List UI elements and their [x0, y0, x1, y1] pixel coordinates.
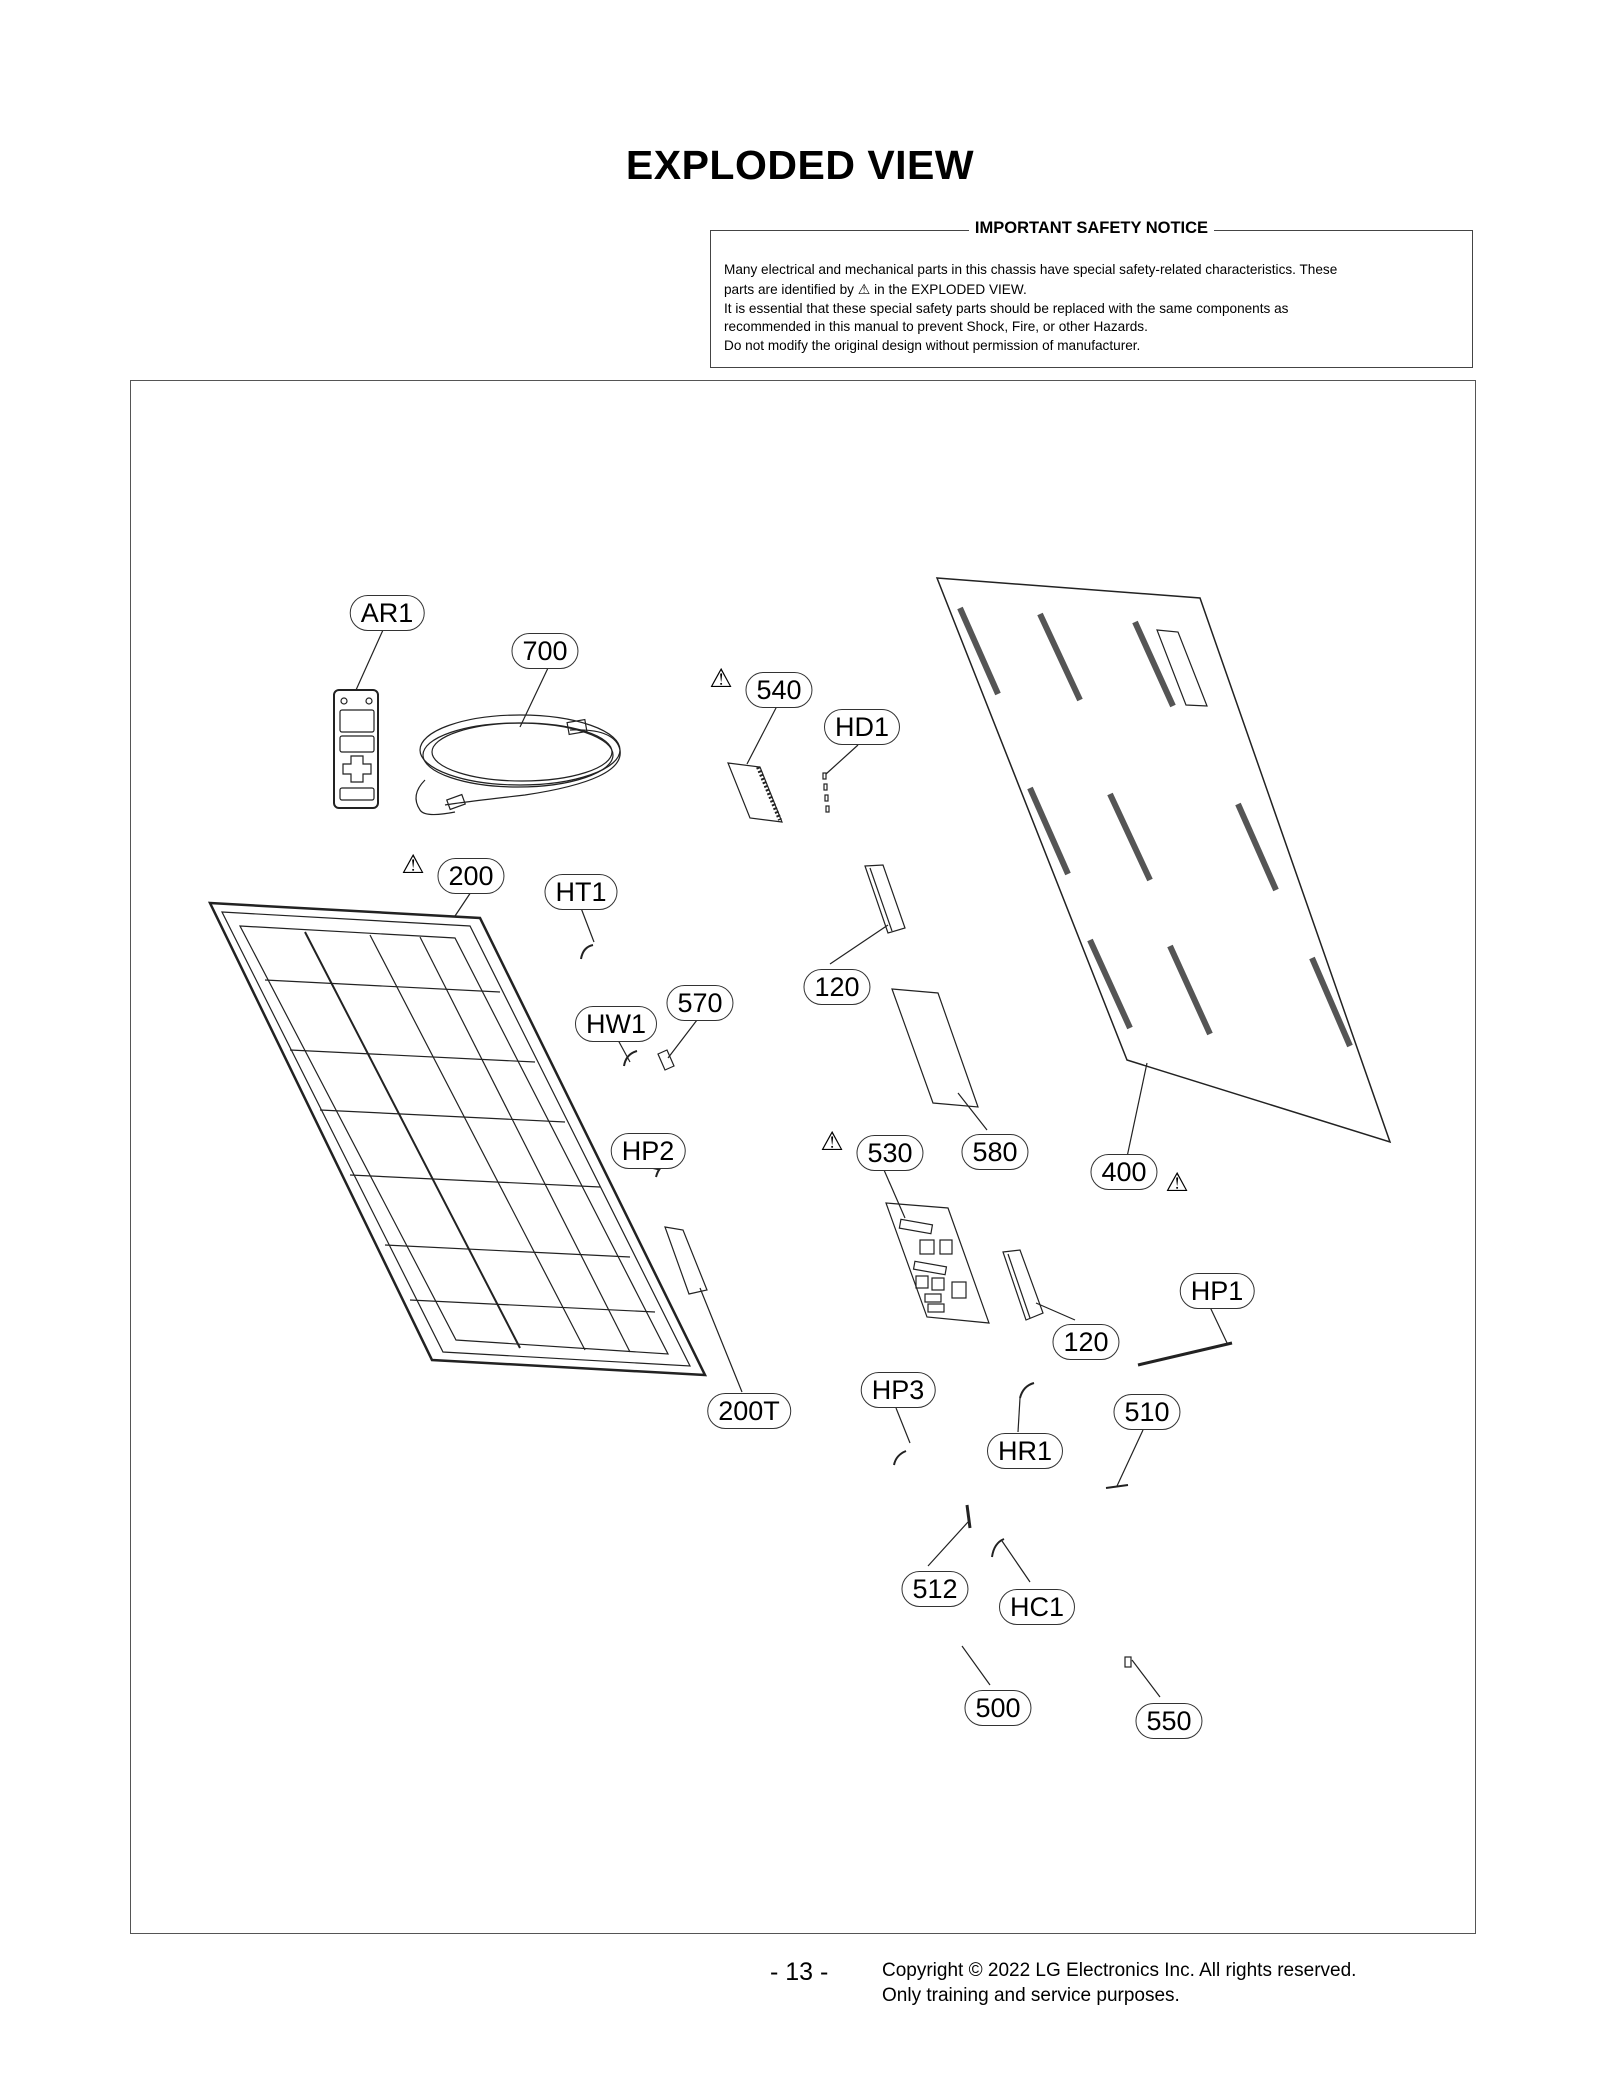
warning-triangle-icon: ⚠ [820, 1126, 844, 1156]
board-570-icon [658, 1020, 697, 1070]
callout-hp1: HP1 [1180, 1273, 1255, 1309]
page-number: - 13 - [770, 1958, 829, 1986]
copyright-notice: Copyright © 2022 LG Electronics Inc. All rights reserved. Only training and service purposes. [882, 1960, 1357, 2006]
speaker-120-icon [830, 865, 905, 964]
speaker-120-lower-icon [1003, 1250, 1075, 1320]
callout-200: 200 [437, 858, 504, 894]
callout-ar1: AR1 [350, 595, 425, 631]
part-510-icon [1106, 1430, 1143, 1488]
callout-500: 500 [964, 1690, 1031, 1726]
warning-triangle-icon: ⚠ [1165, 1167, 1189, 1197]
callout-hp2: HP2 [611, 1133, 686, 1169]
notice-line-1: Many electrical and mechanical parts in this chassis have special safety-related characteristics. These [724, 262, 1338, 277]
callout-700: 700 [511, 633, 578, 669]
part-550-icon [1125, 1657, 1160, 1697]
callout-hw1: HW1 [575, 1006, 657, 1042]
board-200t-icon [665, 1227, 742, 1392]
callout-hp3: HP3 [861, 1372, 936, 1408]
callout-570: 570 [666, 985, 733, 1021]
cable-hp1-icon [1138, 1307, 1232, 1365]
callout-120: 120 [1052, 1324, 1119, 1360]
warning-triangle-icon: ⚠ [857, 280, 871, 297]
page-title: EXPLODED VIEW [625, 142, 975, 188]
notice-line-3: It is essential that these special safety parts should be replaced with the same components as [724, 300, 1289, 316]
callout-hc1: HC1 [999, 1589, 1075, 1625]
notice-line-5: Do not modify the original design without permission of manufacturer. [724, 338, 1141, 354]
callout-530: 530 [856, 1135, 923, 1171]
connectors-hd1-icon [823, 745, 858, 812]
notice-line-2: parts are identified by ⚠ in the EXPLODED VIEW. [724, 280, 1027, 297]
board-580-icon [892, 989, 987, 1130]
warning-triangle-icon: ⚠ [709, 663, 733, 693]
part-512-icon [928, 1505, 970, 1566]
cable-hw1-icon [618, 1040, 637, 1066]
warning-triangle-icon: ⚠ [401, 849, 425, 879]
callout-512: 512 [901, 1571, 968, 1607]
cable-ht1-icon [581, 908, 594, 959]
callout-540: 540 [745, 672, 812, 708]
power-cord-icon [416, 668, 620, 815]
callout-200t: 200T [707, 1393, 791, 1429]
callout-hr1: HR1 [987, 1433, 1063, 1469]
cable-hr1-icon [1018, 1383, 1034, 1432]
board-540-icon [728, 706, 782, 822]
callout-510: 510 [1113, 1394, 1180, 1430]
notice-line-4: recommended in this manual to prevent Shock, Fire, or other Hazards. [724, 319, 1148, 335]
callout-ht1: HT1 [544, 874, 617, 910]
safety-notice-heading: IMPORTANT SAFETY NOTICE [711, 219, 1472, 238]
callout-hd1: HD1 [824, 709, 900, 745]
callout-580: 580 [961, 1134, 1028, 1170]
part-500-icon [962, 1646, 990, 1685]
callout-400: 400 [1090, 1154, 1157, 1190]
callout-120: 120 [803, 969, 870, 1005]
callout-550: 550 [1135, 1703, 1202, 1739]
main-board-530-icon [884, 1170, 989, 1323]
remote-control-icon [334, 630, 383, 808]
cable-hc1-icon [992, 1539, 1030, 1582]
back-cover-400-icon [937, 578, 1390, 1157]
cable-hp3-icon [894, 1408, 910, 1465]
